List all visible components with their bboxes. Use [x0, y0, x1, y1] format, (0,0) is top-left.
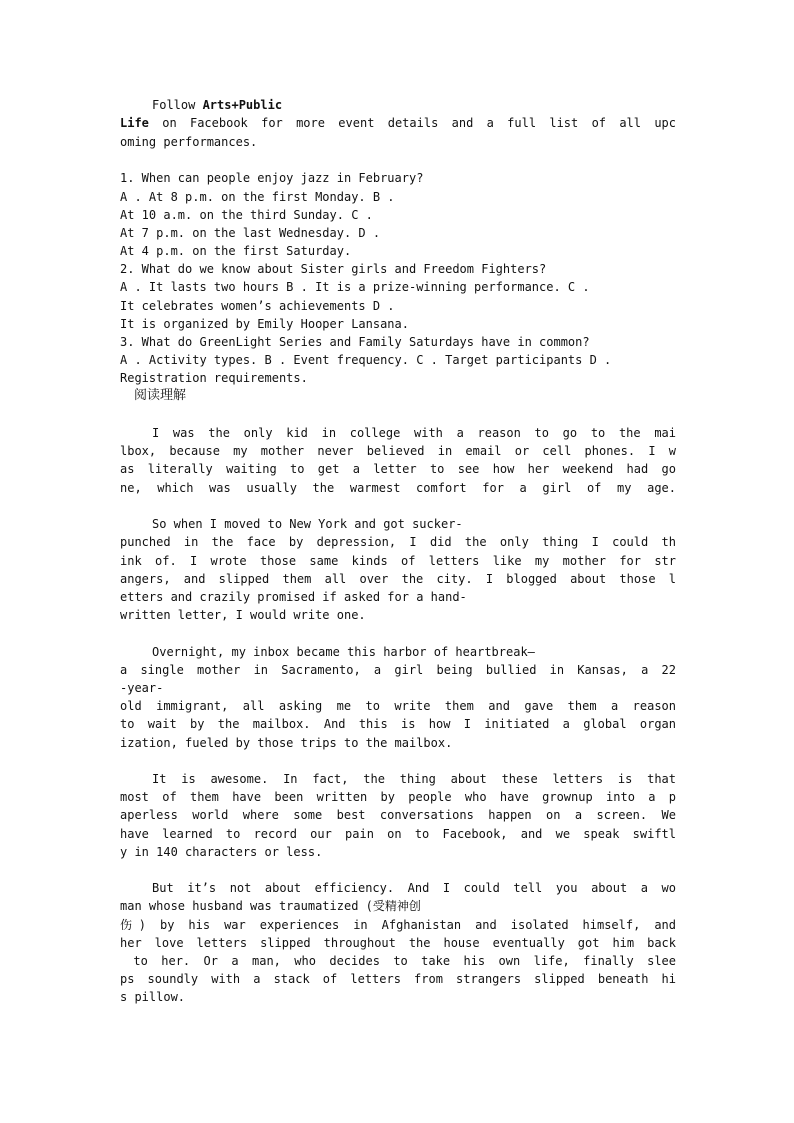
- passage-line: ink of. I wrote those same kinds of letters like my mother for str: [120, 554, 676, 568]
- question-line: At 4 p.m. on the first Saturday.: [120, 244, 352, 258]
- question-line: It celebrates women’s achievements D .: [120, 299, 395, 313]
- passage-line: -year-: [120, 681, 164, 695]
- life-text: Life: [120, 116, 149, 130]
- passage-line: as literally waiting to get a letter to see how her weekend had go: [120, 462, 676, 476]
- section-heading: 阅读理解: [134, 388, 187, 403]
- question-line: A . At 8 p.m. on the first Monday. B .: [120, 190, 395, 204]
- facebook-line: [120, 114, 676, 132]
- question-line: A . Activity types. B . Event frequency. C . Target participants D .: [120, 353, 612, 367]
- passage-line: her love letters slipped throughout the house eventually got him back: [120, 936, 676, 950]
- passage-line: y in 140 characters or less.: [120, 845, 323, 859]
- passage-line: It is awesome. In fact, the thing about these letters is that: [152, 772, 676, 786]
- question-line: At 7 p.m. on the last Wednesday. D .: [120, 226, 381, 240]
- passage-line: 伤) by his war experiences in Afghanistan and isolated himself, and: [120, 918, 676, 932]
- question-line: At 10 a.m. on the third Sunday. C .: [120, 208, 373, 222]
- passage-line: ne, which was usually the warmest comfort for a girl of my age.: [120, 481, 676, 495]
- passage-line: But it’s not about efficiency. And I could tell you about a wo: [152, 881, 676, 895]
- performances-line: oming performances.: [120, 135, 258, 149]
- passage-line: most of them have been written by people who have grownup into a p: [120, 790, 676, 804]
- passage-line: to wait by the mailbox. And this is how I initiated a global organ: [120, 717, 676, 731]
- question-line: 2. What do we know about Sister girls and Freedom Fighters?: [120, 262, 547, 276]
- facebook-text: on Facebook for more event details and a full list of all upc: [148, 116, 676, 130]
- question-line: It is organized by Emily Hooper Lansana.: [120, 317, 409, 331]
- passage-line: ps soundly with a stack of letters from strangers slipped beneath hi: [120, 972, 676, 986]
- arts-public-text: Arts+Public: [202, 98, 283, 112]
- follow-text: Follow: [152, 98, 203, 112]
- passage-line: a single mother in Sacramento, a girl being bullied in Kansas, a 22: [120, 663, 676, 677]
- passage-line: Overnight, my inbox became this harbor of heartbreak—: [152, 645, 535, 659]
- passage-line: old immigrant, all asking me to write them and gave them a reason: [120, 699, 676, 713]
- question-line: Registration requirements.: [120, 371, 308, 385]
- passage-line: ization, fueled by those trips to the mailbox.: [120, 736, 453, 750]
- passage-line: written letter, I would write one.: [120, 608, 366, 622]
- passage-line: angers, and slipped them all over the city. I blogged about those l: [120, 572, 676, 586]
- passage-line: to her. Or a man, who decides to take his own life, finally slee: [120, 954, 676, 968]
- question-line: 3. What do GreenLight Series and Family Saturdays have in common?: [120, 335, 590, 349]
- passage-line: have learned to record our pain on to Facebook, and we speak swiftl: [120, 827, 676, 841]
- question-line: 1. When can people enjoy jazz in February?: [120, 171, 424, 185]
- follow-line: [120, 96, 676, 114]
- passage-line: I was the only kid in college with a reason to go to the mai: [152, 426, 676, 440]
- passage-line: man whose husband was traumatized (受精神创: [120, 899, 421, 913]
- passage-line: s pillow.: [120, 990, 186, 1004]
- question-line: A . It lasts two hours B . It is a prize-winning performance. C .: [120, 280, 590, 294]
- passage-line: etters and crazily promised if asked for a hand-: [120, 590, 467, 604]
- passage-line: aperless world where some best conversations happen on a screen. We: [120, 808, 676, 822]
- passage-line: lbox, because my mother never believed in email or cell phones. I w: [120, 444, 676, 458]
- passage-line: punched in the face by depression, I did the only thing I could th: [120, 535, 676, 549]
- passage-line: So when I moved to New York and got sucker-: [152, 517, 463, 531]
